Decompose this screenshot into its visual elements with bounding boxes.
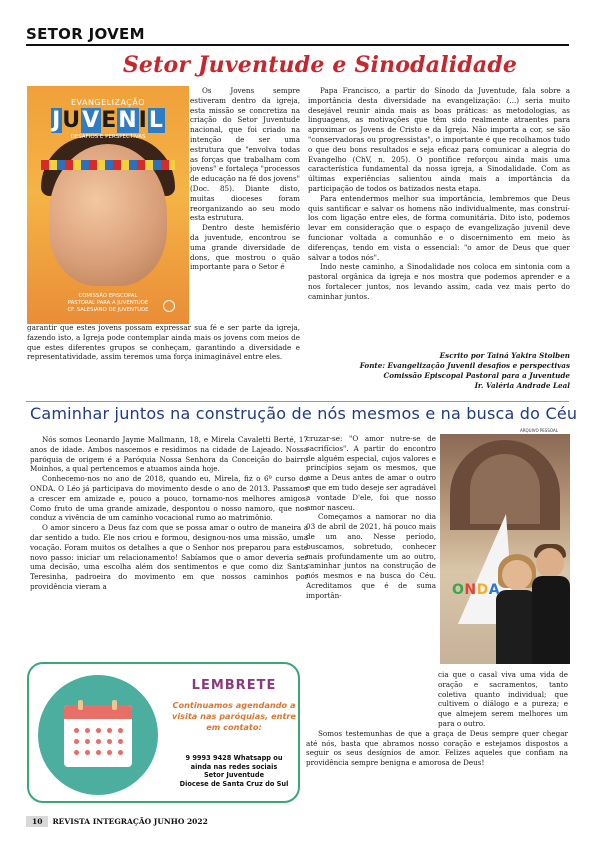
cover-bottom3: CF. SALESIANO DE JUVENTUDE xyxy=(67,307,149,313)
paragraph: Somos testemunhas de que a graça de Deus sempre quer chegar até nós, basta que abramos nosso coração e estejamos dispostos a seguir os seus desígnios de amor. Felizes aqueles que confiam na providência sempre benigna e amorosa de Deus! xyxy=(306,728,568,768)
credit-line: Comissão Episcopal Pastoral para a Juventude xyxy=(383,371,570,380)
page-footer xyxy=(26,816,208,827)
contact-line: ainda nas redes sociais xyxy=(190,762,278,771)
article2-middle-column xyxy=(306,434,436,601)
article2-title: Caminhar juntos na construção de nós mesmos e na busca do Céu xyxy=(30,404,578,423)
cover-letter: J xyxy=(52,108,62,133)
person-body xyxy=(496,590,536,664)
paragraph: Papa Francisco, a partir do Sínodo da Juventude, fala sobre a importância desta diversidade na evangelização: (...) seria muito desejável reunir ainda mais as boas práticas: as metodologias, as linguagens, as motivações que têm sido realmente atraentes para aproximar os Jovens de Cristo e da Igreja. Não importa a cor, se são "conservadoras ou progressistas", o importante é que recolhamos tudo o que deu bons resultados e seja eficaz para comunicar a alegria do Evangelho (ChV, n. 205). O pontífice reforçou ainda mais uma característica fundamental da nossa igreja, a Sinodalidade. Com as últimas experiências salientou ainda mais a importância da participação de todos os batizados nesta etapa. xyxy=(308,86,570,193)
header-rule xyxy=(26,44,569,46)
cover-line3: DESAFIOS E PERSPECTIVAS xyxy=(70,134,146,140)
cover-headband xyxy=(41,160,175,170)
reminder-contact xyxy=(170,754,298,788)
footer-text: REVISTA INTEGRAÇÃO JUNHO 2022 xyxy=(52,817,208,826)
credit-line: Escrito por Tainá Yakira Stolben xyxy=(439,351,570,360)
paragraph: Para entendermos melhor sua importância, lembremos que Deus quis santificar e salvar os homens não individualmente, mas construí-los com ligação entre eles, de forma comunitária. Dito isto, podemos levar em consideração que o espaço de evangelização juvenil deve funcionar voltada a comunhão e o discernimento em meio às diferenças, tendo em vista o essencial: "o amor de Deus que quer salvar a todos nós". xyxy=(308,193,570,262)
cover-line1: EVANGELIZAÇÃO xyxy=(70,98,146,107)
calendar-header xyxy=(64,705,132,719)
paragraph: cruzar-se: "O amor nutre-se de sacrifícios". A partir do encontro de alguém especial, cujos valores e princípios sejam os mesmos, que ame a Deus antes de amar o outro e que em tudo deseje ser agradável a vontade D'ele, foi que nosso amor nasceu. xyxy=(306,434,436,512)
calendar-badge xyxy=(38,675,158,795)
calendar-icon xyxy=(64,705,132,767)
paragraph: Começamos a namorar no dia 03 de abril de 2021, há pouco mais de um ano. Nesse período, buscamos, sobretudo, conhecer mais profundamente um ao outro, caminhar juntos na construção de nós mesmos e na busca do Céu. Acreditamos que é de suma importân- xyxy=(306,512,436,600)
paragraph: Dentro deste hemisfério da juventude, encontrou se uma grande diversidade de dons, que mostrou o quão importante para o Setor é xyxy=(190,223,300,272)
banner-letter: N xyxy=(464,582,477,598)
cover-title-block xyxy=(27,86,189,140)
calendar-grid xyxy=(71,725,125,761)
intro-continuation xyxy=(27,323,300,362)
couple-photo xyxy=(440,434,570,664)
article2-left-column xyxy=(30,435,308,592)
publisher-logo-icon xyxy=(163,300,175,312)
cover-letter: E xyxy=(101,108,118,133)
cover-letter: L xyxy=(148,108,164,133)
person-face xyxy=(536,548,564,578)
reminder-title: LEMBRETE xyxy=(191,678,277,693)
banner-letter: O xyxy=(452,582,465,598)
cover-letter: N xyxy=(118,108,138,133)
paragraph: garantir que estes jovens possam expressar sua fé e ser parte da igreja, fazendo isto, a Igreja pode contemplar ainda mais os jovens com meios de que estes diferentes grupos se conheçam, garantindo a diversidade e representatividade, assim teremos uma força inimaginável entre eles. xyxy=(27,323,300,362)
cover-bottom2: PASTORAL PARA A JUVENTUDE xyxy=(67,300,149,306)
right-column xyxy=(308,86,570,302)
credit-line: Fonte: Evangelização Juvenil desafios e perspectivas xyxy=(359,361,570,370)
credit-line: Ir. Valéria Andrade Leal xyxy=(474,381,570,390)
person-body xyxy=(532,576,570,664)
section-header: SETOR JOVEM xyxy=(26,25,145,43)
onda-banner-text xyxy=(452,582,500,598)
book-cover-image xyxy=(27,86,189,324)
reminder-subtitle: Continuamos agendando a visita nas paróquias, entre em contato: xyxy=(172,700,296,732)
page-number: 10 xyxy=(26,816,48,827)
article-credits xyxy=(308,351,570,391)
paragraph: Conhecemo-nos no ano de 2018, quando eu, Mirela, fiz o 6º curso do ONDA. O Léo já participava do movimento desde o ano de 2013. Passamos a crescer em amizade e, pouco a pouco, tornamo-nos melhores amigos. Como fruto de uma grande amizade, despontou o nosso namoro, que nos conduz a vivência de um caminho vocacional rumo ao matrimônio. xyxy=(30,474,308,523)
contact-line: Diocese de Santa Cruz do Sul xyxy=(179,779,289,788)
contact-line: 9 9993 9428 Whatsapp ou xyxy=(185,754,283,762)
banner-letter: D xyxy=(476,582,489,598)
intro-column xyxy=(190,86,300,272)
cover-letter: U xyxy=(62,108,82,133)
paragraph: Indo neste caminho, a Sinodalidade nos coloca em sintonia com a pastoral orgânica da igreja e nos mostra que podemos aprender e a nos fortalecer juntos, nos levando assim, cada vez mais perto do caminhar juntos. xyxy=(308,262,570,301)
paragraph: Os Jovens sempre estiveram dentro da igreja, esta missão se concretiza na criação do Setor Juventude nacional, que foi criado na intenção de ser uma estrutura que "envolva todas as forças que trabalham com jovens" e fortaleça "processos de educação na fé dos jovens" (Doc. 85). Diante disto, muitas dioceses foram reorganizando ao seu modo esta estrutura. xyxy=(190,86,300,223)
paragraph: cia que o casal viva uma vida de oração e sacramentos, tanto coletiva quanto individual; que cultivem o diálogo e a pureza; e que almejem serem melhores um para o outro. xyxy=(438,670,568,728)
article2-lower-column xyxy=(306,670,568,768)
article-title: Setor Juventude e Sinodalidade xyxy=(122,52,518,78)
cover-line2 xyxy=(27,108,189,133)
calendar-ring xyxy=(112,700,117,710)
photo-credit: ARQUIVO PESSOAL xyxy=(520,428,558,433)
reminder-box xyxy=(27,662,300,803)
banner-letter: A xyxy=(488,582,501,598)
cover-letter: I xyxy=(138,108,148,133)
section-divider xyxy=(26,401,569,402)
paragraph: Nós somos Leonardo Jayme Mallmann, 18, e Mirela Cavaletti Berté, 17 anos de idade. Ambos nascemos e residimos na cidade de Lajeado. Nossa paróquia de origem é a Paróquia Nossa Senhora da Conceição do bairro Moinhos, a qual pertencemos e atuamos ainda hoje. xyxy=(30,435,308,474)
calendar-ring xyxy=(78,700,83,710)
cover-bottom1: COMISSÃO EPISCOPAL xyxy=(78,293,138,299)
person-face xyxy=(502,560,532,590)
contact-line: Setor Juventude xyxy=(203,771,265,780)
paragraph: O amor sincero a Deus faz com que se possa amar o outro de maneira a dar sentido a tudo. Ele nos criou e formou, designou-nos uma missão, uma vocação. Foram muitos os detalhes a que o Senhor nos preparou para este novo passo: iniciar um relacionamento! Sabíamos que o amor deveria ser uma decisão, uma escolha além dos sentimentos e que como diz Santa Teresinha, padroeira do movimento em que nossos caminhos por providência vieram a xyxy=(30,523,308,591)
cover-letter: V xyxy=(82,108,101,133)
